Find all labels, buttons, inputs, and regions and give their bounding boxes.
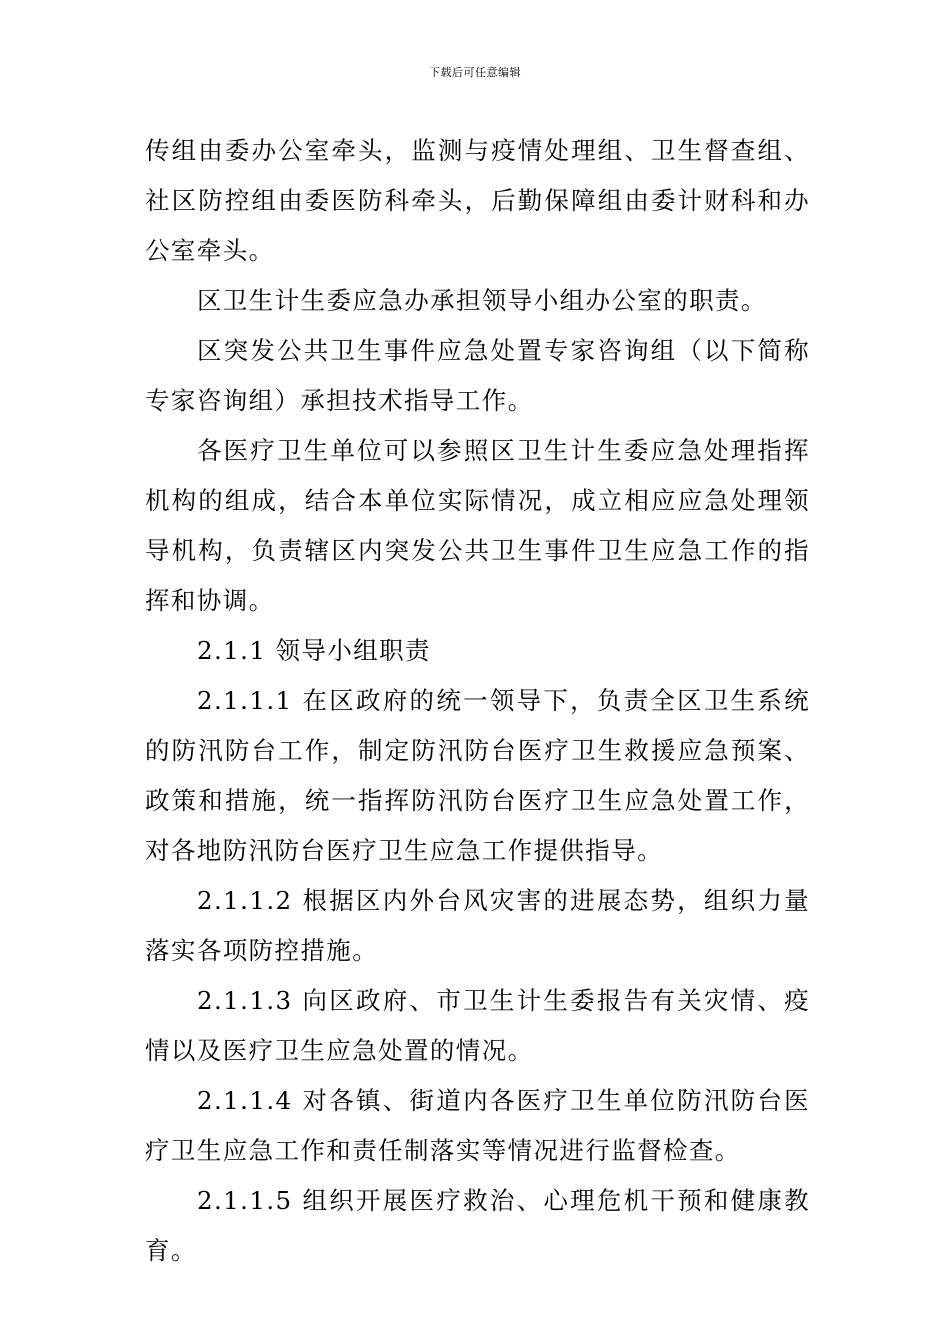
paragraph-2-1-1-4: 2.1.1.4 对各镇、街道内各医疗卫生单位防汛防台医疗卫生应急工作和责任制落实等情况进行监督检查。 <box>145 1086 810 1165</box>
document-body <box>145 126 810 1276</box>
paragraph-3: 区突发公共卫生事件应急处置专家咨询组（以下简称专家咨询组）承担技术指导工作。 <box>145 336 810 415</box>
paragraph-1: 传组由委办公室牵头，监测与疫情处理组、卫生督查组、社区防控组由委医防科牵头，后勤保障组由委计财科和办公室牵头。 <box>145 136 810 265</box>
paragraph-2-1-1-2: 2.1.1.2 根据区内外台风灾害的进展态势，组织力量落实各项防控措施。 <box>145 886 810 965</box>
paragraph-2-1-1-1: 2.1.1.1 在区政府的统一领导下，负责全区卫生系统的防汛防台工作，制定防汛防台医疗卫生救援应急预案、政策和措施，统一指挥防汛防台医疗卫生应急处置工作，对各地防汛防台医疗卫生应急工作提供指导。 <box>145 686 810 865</box>
page-header: 下载后可任意编辑 <box>429 66 521 79</box>
section-heading-2-1-1: 2.1.1 领导小组职责 <box>197 636 431 665</box>
paragraph-2: 区卫生计生委应急办承担领导小组办公室的职责。 <box>197 286 767 315</box>
paragraph-2-1-1-5: 2.1.1.5 组织开展医疗救治、心理危机干预和健康教育。 <box>145 1186 810 1265</box>
paragraph-4: 各医疗卫生单位可以参照区卫生计生委应急处理指挥机构的组成，结合本单位实际情况，成立相应应急处理领导机构，负责辖区内突发公共卫生事件卫生应急工作的指挥和协调。 <box>145 436 810 615</box>
paragraph-2-1-1-3: 2.1.1.3 向区政府、市卫生计生委报告有关灾情、疫情以及医疗卫生应急处置的情况。 <box>145 986 810 1065</box>
